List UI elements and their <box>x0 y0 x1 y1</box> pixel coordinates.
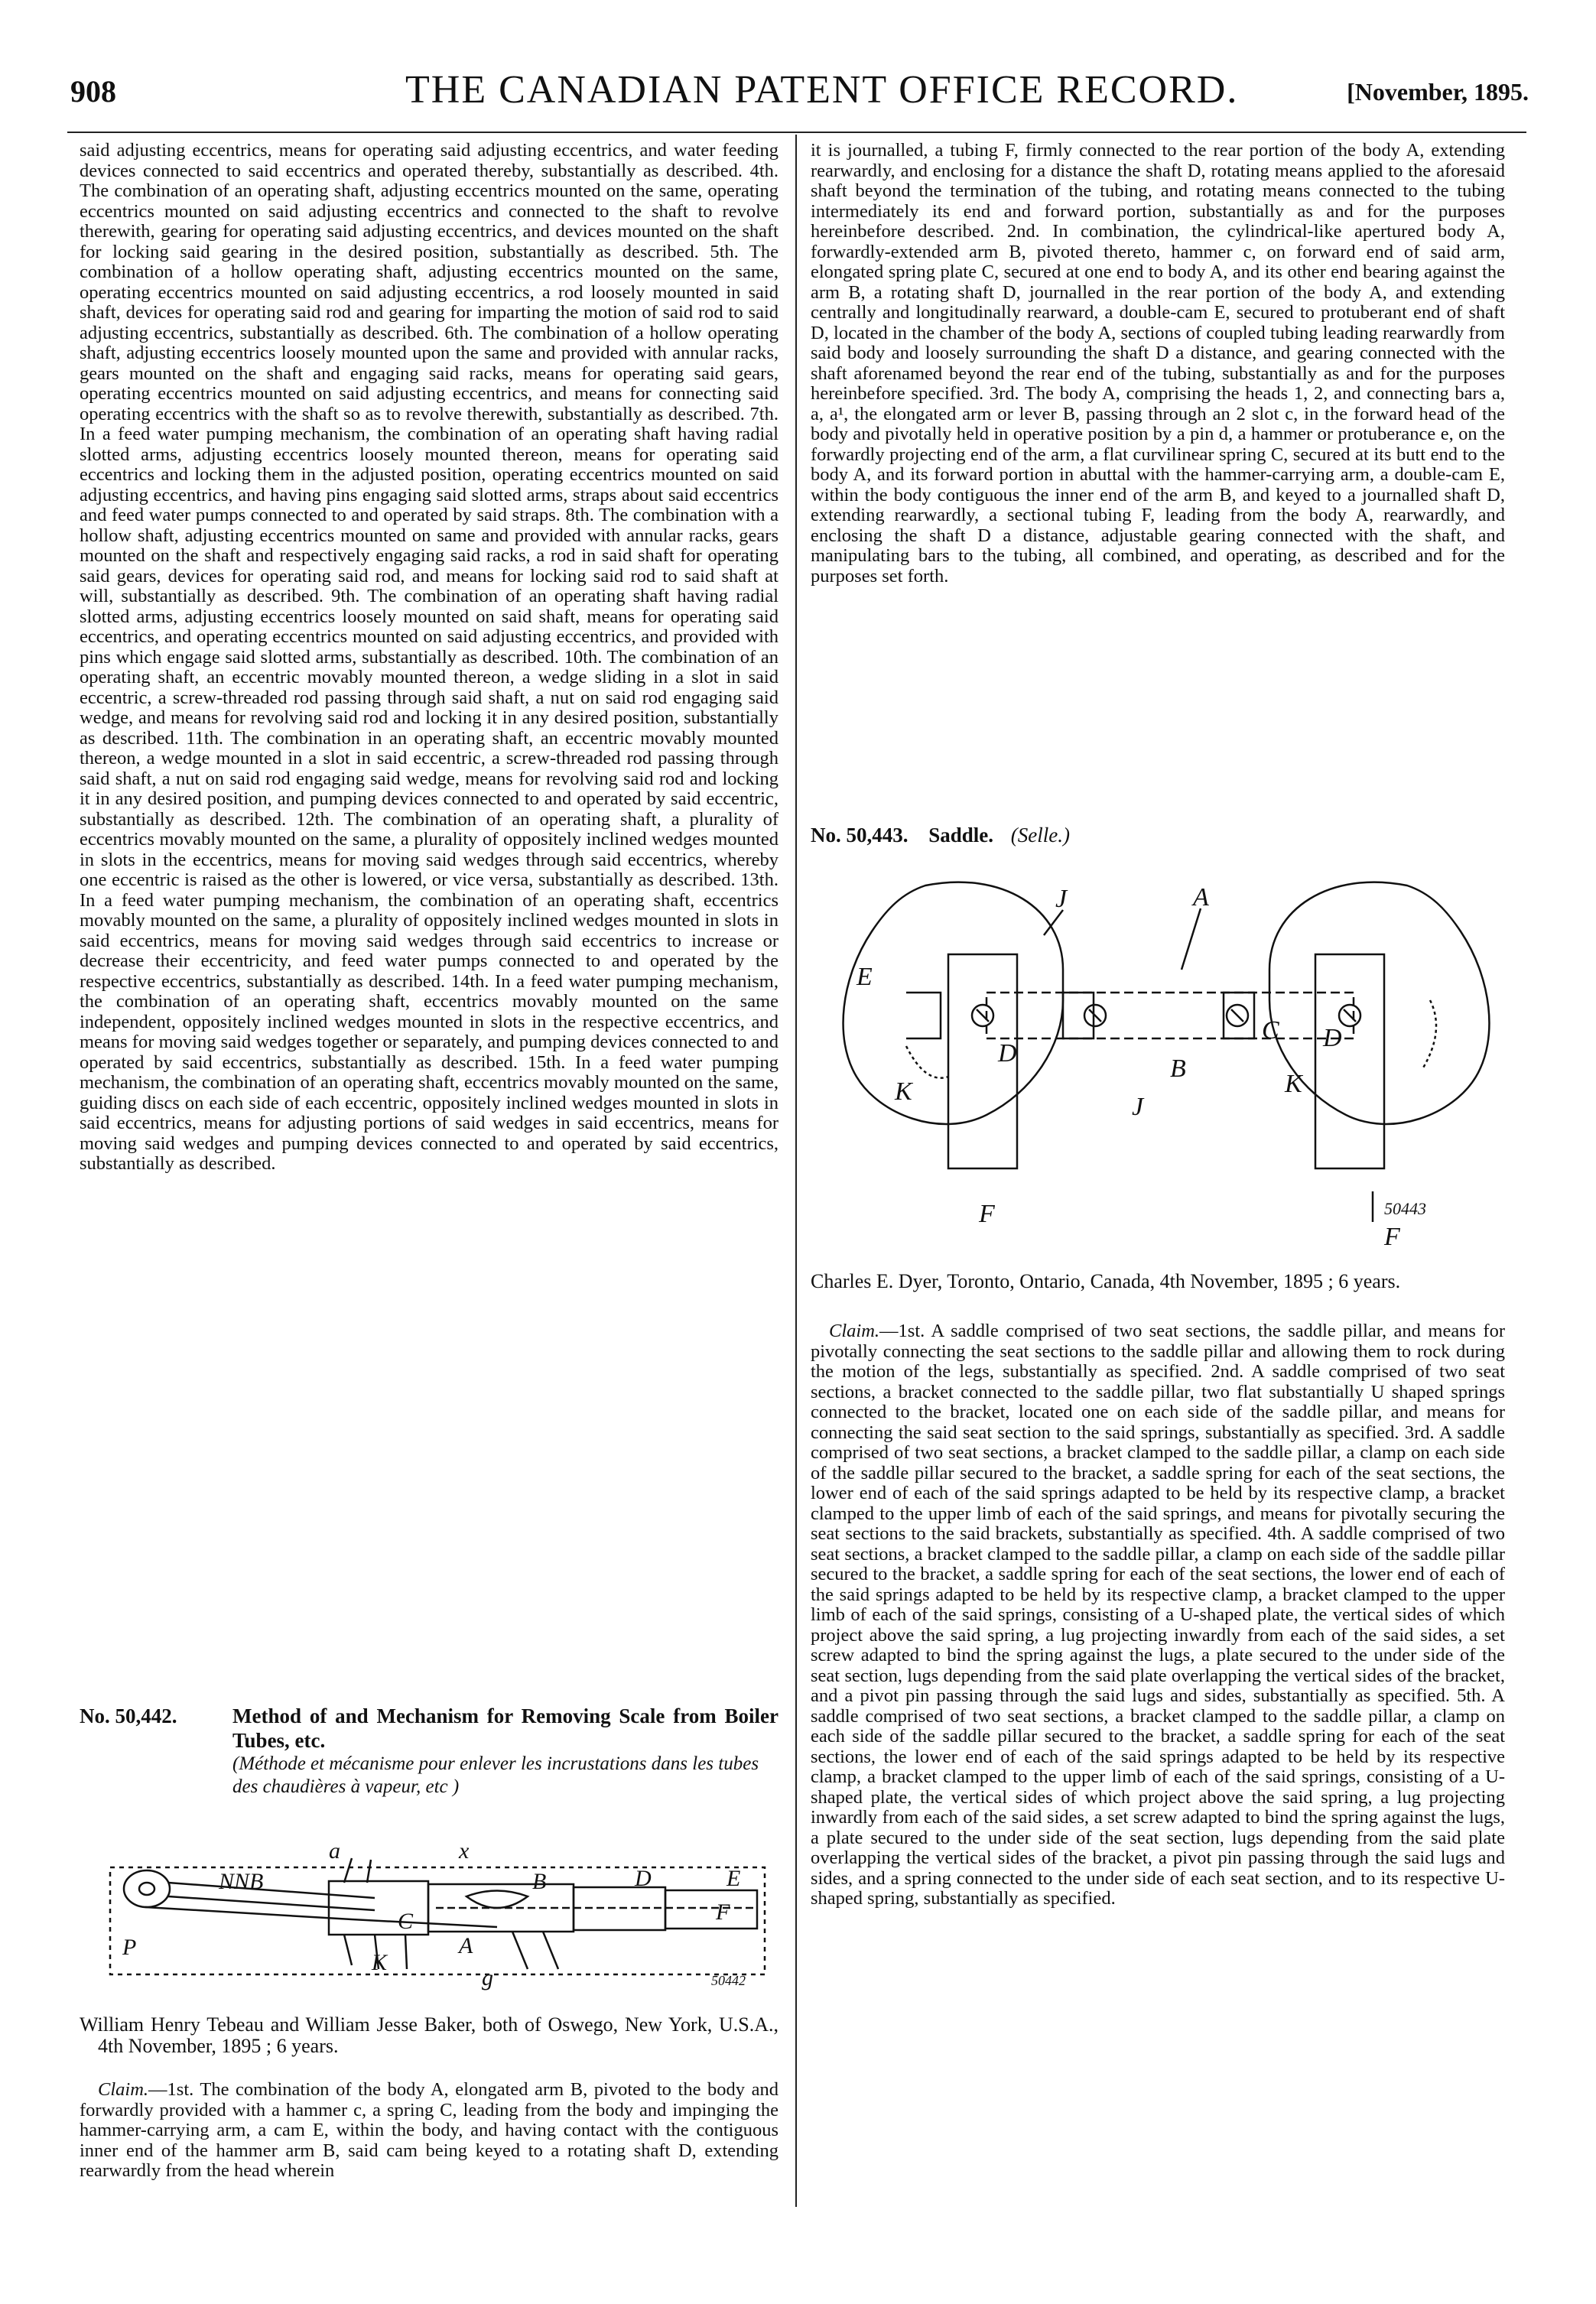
claims-text-50442-cont: it is journalled, a tubing F, firmly connected to the rear portion of the body A, extending rearwardly, and enclosing for a distance the shaft D, rotating means applied to the aforesaid shaft beyond the termination of the tubing, and rotating means connected to the tubing intermediately its end and forward portion, substantially as and for the purposes hereinbefore described. 2nd. In combination, the cylindrical-like apertured body A, forwardly-extended arm B, pivoted thereto, hammer c, on forward end of said arm, elongated spring plate C, secured at one end to body A, and its other end bearing against the arm B, a rotating shaft D, journalled in the rear portion of the body A, and extending centrally and longitudinally rearward, a double-cam E, secured to protuberant end of shaft D, located in the chamber of the body A, sections of coupled tubing leading rearwardly from said body and loosely surrounding the shaft D a distance, and gearing connected with the shaft aforenamed beyond the rear end of the tubing, substantially as and for the purposes hereinbefore specified. 3rd. The body A, comprising the heads 1, 2, and connecting bars a, a, a¹, the elongated arm or lever B, passing through an 2 slot c, in the forward head of the body and pivotally held in operative position by a pin d, a hammer or protuberance e, on the forwardly projecting end of the arm, a flat curvilinear spring C, secured at its butt end to the body A, and its forward portion in abuttal with the hammer-carrying arm, a double-cam E, within the body contiguous the inner end of the arm B, and keyed to a journalled shaft D, extending rearwardly, a sectional tubing F, leading from the body A, rearwardly, and enclosing the shaft D a distance, adjustable gearing connected with the shaft, and manipulating bars to the tubing, all combined, and operating, as described and for the purposes set forth. <box>811 141 1505 587</box>
figure-label: F <box>716 1899 730 1925</box>
figure-label: F <box>979 1200 995 1228</box>
publication-title: THE CANADIAN PATENT OFFICE RECORD. <box>405 68 1239 112</box>
spring-c <box>145 1907 497 1927</box>
right-spring-clamp <box>1315 954 1384 1168</box>
left-continued-claims <box>80 141 778 1708</box>
patent-title: Method of and Mechanism for Removing Scale from Boiler Tubes, etc. <box>232 1704 778 1752</box>
figure-number: 50443 <box>1384 1199 1426 1218</box>
figure-label: B <box>532 1869 547 1894</box>
figure-label: K <box>895 1077 912 1106</box>
inventor-50443: Charles E. Dyer, Toronto, Ontario, Canada, 4th November, 1895 ; 6 years. <box>811 1270 1401 1292</box>
bracket-a <box>987 993 1354 1038</box>
page-number: 908 <box>70 74 116 109</box>
patent-heading-50443 <box>811 823 1505 847</box>
figure-label: D <box>1323 1024 1342 1052</box>
patent-title-french: (Méthode et mécanisme pour enlever les incrustations dans les tubes des chaudières à vapeur, etc ) <box>232 1753 759 1797</box>
figure-label: E <box>726 1866 741 1891</box>
claim-label: Claim. <box>98 2080 149 2100</box>
figure-label: A <box>459 1933 473 1958</box>
saddle-figure <box>834 863 1507 1253</box>
right-continued-claims <box>811 141 1505 814</box>
issue-date: [November, 1895. <box>1347 78 1529 106</box>
cam-e <box>466 1891 528 1909</box>
claims-50443 <box>811 1321 1505 2224</box>
figure-label: B <box>1170 1055 1186 1083</box>
figure-label: A <box>1193 883 1209 912</box>
claim-text: —1st. The combination of the body A, elongated arm B, pivoted to the body and forwardly provided with a hammer c, a spring C, leading from the body and impinging the hammer-carrying arm, a cam E, within the body, and having contact with the contiguous inner end of the hammer arm B, said cam being keyed to a rotating shaft D, extending rearwardly from the head wherein <box>80 2080 778 2181</box>
clamp-e <box>906 993 941 1038</box>
claim-text: —1st. A saddle comprised of two seat sections, the saddle pillar, and means for pivotally connecting the seat sections to the saddle pillar and allowing them to rock during the motion of the legs, substantially as specified. 2nd. A saddle comprised of two seat sections, a bracket connected to the saddle pillar, two flat substantially U shaped springs connected to the bracket, located one on each side of the saddle pillar, and means for connecting the said seat section to the said springs, substantially as specified. 3rd. A saddle comprised of two seat sections, a bracket clamped to the saddle pillar, a clamp on each side of the saddle pillar secured to the bracket, a saddle spring for each of the seat sections, the lower end of each of the said springs adapted to be held by its respective clamp, a bracket clamped to the upper limb of each of the said springs, and means for pivotally securing the seat sections to the said brackets, substantially as specified. 4th. A saddle comprised of two seat sections, a bracket clamped to the saddle pillar, a clamp on each side of the saddle pillar secured to the bracket, a saddle spring for each of the seat sections, the lower end of each of the said springs adapted to be held by its respective clamp, a bracket clamped to the upper limb of each of the said springs, consisting of a U-shaped plate, the vertical sides of which project above the said spring, a lug projecting inwardly from each of the said sides, a set screw adapted to bind the spring against the lugs, a plate secured to the under side of the seat section, lugs depending from the said plate overlapping the vertical sides of the bracket, and a pivot pin passing through the said lugs and sides, substantially as specified. 5th. A saddle comprised of two seat sections, a bracket clamped to the saddle pillar, a clamp on each side of the saddle pillar secured to the bracket, a saddle spring for each of the seat sections, the lower end of each of the said springs adapted to be held by its respective clamp, a bracket clamped to the upper limb of each of the said springs, consisting of a U-shaped plate, the vertical sides of which project above the said spring, a lug projecting inwardly from each of the said sides, a set screw adapted to bind the spring against the lugs, a plate secured to the under side of the seat section, lugs depending from the said plate overlapping the vertical sides of the bracket, a pivot pin passing through the said lugs and sides, and a spring connected to the under side of each seat section, and to its respective U-shaped spring, substantially as specified. <box>811 1321 1505 1909</box>
patent-title-french: (Selle.) <box>1010 824 1070 847</box>
figure-label: C <box>1262 1016 1279 1045</box>
figure-label: J <box>1132 1093 1144 1121</box>
figure-label: D <box>635 1866 652 1891</box>
right-seat-section <box>1269 882 1489 1124</box>
figure-label: g <box>482 1965 493 1990</box>
page-header <box>0 67 1596 121</box>
figure-number: 50442 <box>711 1973 746 1988</box>
arm-b <box>168 1883 375 1898</box>
figure-label: F <box>1384 1223 1400 1251</box>
figure-label: a <box>329 1838 340 1864</box>
boiler-tube-figure <box>99 1812 772 1996</box>
figure-label: NNB <box>219 1869 264 1894</box>
figure-label: D <box>998 1039 1017 1068</box>
patent-heading-50442 <box>80 1704 778 1797</box>
figure-label: x <box>459 1838 470 1864</box>
hammer-head <box>124 1870 170 1907</box>
claim-label: Claim. <box>829 1321 880 1341</box>
figure-label: J <box>1055 885 1068 913</box>
figure-label: K <box>1285 1070 1302 1098</box>
column-divider <box>795 135 797 2207</box>
figure-label: P <box>122 1935 137 1960</box>
header-rule <box>67 132 1526 133</box>
claims-50442 <box>80 2080 778 2218</box>
figure-label: K <box>372 1950 388 1975</box>
figure-label: E <box>857 963 873 991</box>
patent-title: Saddle. <box>928 824 994 847</box>
left-seat-section <box>844 882 1063 1124</box>
patent-number: No. 50,442. <box>80 1704 177 1727</box>
patent-number: No. 50,443. <box>811 824 909 847</box>
inventor-50442: William Henry Tebeau and William Jesse Baker, both of Oswego, New York, U.S.A., 4th November, 1895 ; 6 years. <box>80 2013 778 2057</box>
figure-label: C <box>398 1909 414 1934</box>
claims-text-50441: said adjusting eccentrics, means for operating said adjusting eccentrics, and water feeding devices connected to said eccentrics and operated thereby, substantially as described. 4th. The combination of an operating shaft, adjusting eccentrics mounted on the same, operating eccentrics mounted on said adjusting eccentrics and connected to the shaft to revolve therewith, gearing for operating said adjusting eccentrics, and devices mounted on the shaft for locking said gearing in the desired position, substantially as described. 5th. The combination of a hollow operating shaft, adjusting eccentrics mounted on the same, operating eccentrics mounted on said adjusting eccentrics, a rod loosely mounted in said shaft, devices for operating said rod and gearing for imparting the motion of said rod to said adjusting eccentrics, substantially as described. 6th. The combination of a hollow operating shaft, adjusting eccentrics loosely mounted upon the same and provided with annular racks, gears mounted on the shaft and engaging said racks, means for operating said gears, operating eccentrics mounted on said adjusting eccentrics, and means for connecting said operating eccentrics with the shaft so as to revolve therewith, substantially as described. 7th. In a feed water pumping mechanism, the combination of an operating shaft having radial slotted arms, adjusting eccentrics loosely mounted thereon, means for operating said eccentrics and locking them in the adjusted position, operating eccentrics mounted on said adjusting eccentrics, and having pins engaging said slotted arms, straps about said eccentrics and feed water pumps connected to and operated by said straps. 8th. The combination with a hollow shaft, adjusting eccentrics mounted on same and provided with annular racks, gears mounted on the shaft and respectively engaging said racks, a rod in said shaft for operating said gears, devices for operating said rod, and means for locking said rod to said shaft at will, substantially as described. 9th. The combination of an operating shaft having radial slotted arms, adjusting eccentrics loosely mounted on said shaft, means for operating said eccentrics, and operating eccentrics mounted on said adjusting eccentrics, and provided with pins which engage said slotted arms, substantially as described. 10th. The combination of an operating shaft, an eccentric movably mounted thereon, a wedge sliding in a slot in said eccentric, a screw-threaded rod passing through said shaft, a nut on said rod engaging said wedge, and means for revolving said rod and locking it in any desired position, substantially as described. 11th. The combination in an operating shaft, an eccentric movably mounted thereon, a wedge mounted in a slot in said eccentric, a screw-threaded rod passing through said shaft, a nut on said rod engaging said wedge, means for revolving said rod and locking it in any desired position, and pumping devices connected to and operated by said eccentric, substantially as described. 12th. The combination of an operating shaft, a plurality of eccentrics movably mounted on the same, a plurality of oppositely inclined wedges mounted in slots in the eccentrics, means for moving said wedges through said eccentrics, whereby one eccentric is raised as the other is lowered, or vice versa, substantially as described. 13th. In a feed water pumping mechanism, the combination of an operating shaft, eccentrics movably mounted on the same, a plurality of oppositely inclined wedges mounted in slots in said eccentrics, means for moving said wedges through said eccentrics to increase or decrease their eccentricity, and feed water pumps connected to and operated by the respective eccentrics, substantially as described. 14th. In a feed water pumping mechanism, the combination of an operating shaft, eccentrics movably mounted on the same independent, oppositely inclined wedges mounted in slots in the respective eccentrics, and means for moving said wedges together or separately, and pumping devices connected to and operated by said eccentrics, substantially as described. 15th. In a feed water pumping mechanism, the combination of an operating shaft, eccentrics movably mounted on the same, guiding discs on each side of each eccentric, oppositely inclined wedges mounted in slots in said eccentrics, means for adjusting portions of said wedges in said eccentrics, means for moving said wedges and pumping devices connected to and operated by said eccentrics, substantially as described. <box>80 141 778 1174</box>
